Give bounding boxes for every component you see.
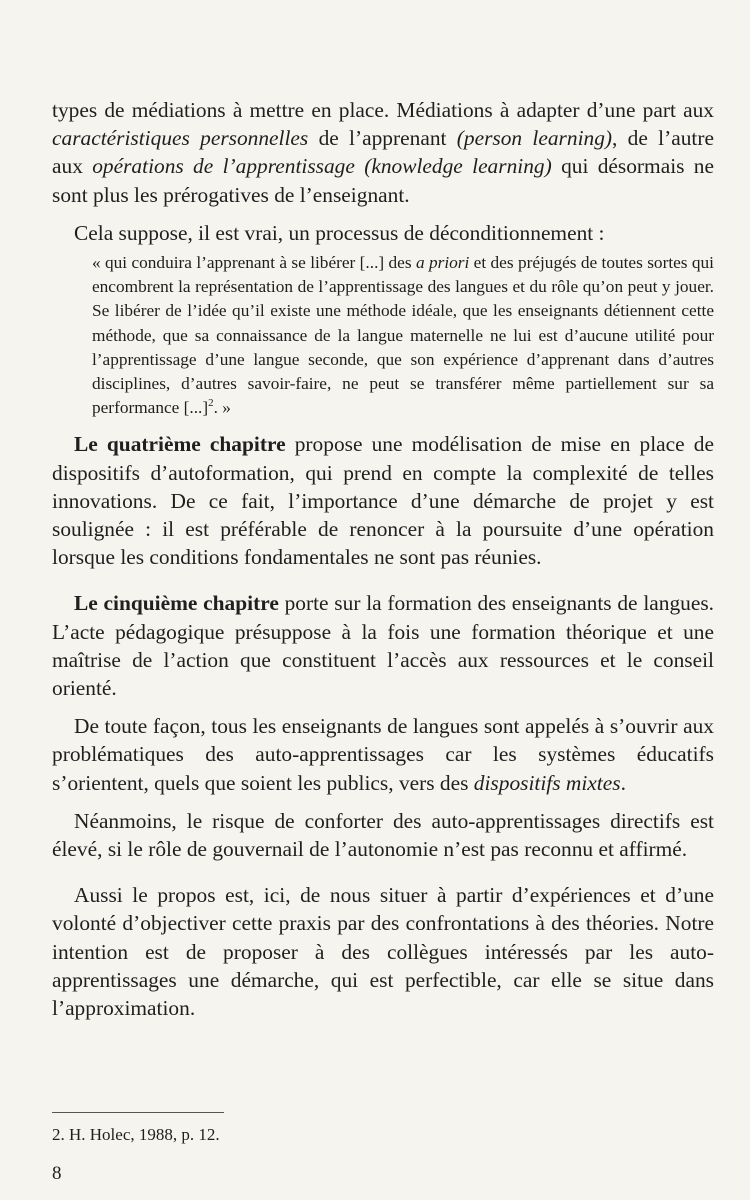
p1-italic-person-learning: (person learning) — [456, 126, 613, 151]
quote-text-d: . » — [213, 398, 231, 418]
chapter-4-heading: Le quatrième chapitre — [74, 432, 286, 457]
quote-text-a: « qui conduira l’apprenant à se libérer [...] des — [92, 253, 416, 273]
paragraph-5 — [52, 712, 714, 797]
p5-text-c: . — [620, 770, 626, 795]
p3-text: propose une modélisation de mise en place de dispositifs d’autoformation, qui prend en compte la complexité de telles innovations. De ce fait, l’importance d’une démarche de projet y est soulignée : il est préférable de renoncer à la poursuite d’une opération lorsque les conditions fondamentales ne sont pas réunies. — [52, 432, 714, 570]
paragraph-7: Aussi le propos est, ici, de nous situer à partir d’expériences et d’une volonté d’objectiver cette praxis par des confrontations à des théories. Notre intention est de proposer à des collègues intéressés par les auto-apprentissages une démarche, qui est perfectible, car elle se situe dans l’approximation. — [52, 883, 714, 1021]
footnote-rule — [52, 1112, 224, 1113]
p5-text-a: De toute façon, tous les enseignants de langues sont appelés à s’ouvrir aux problématiques des auto-apprentissages car les systèmes éducatifs s’orientent, quels que soient les publics, vers des — [52, 714, 714, 795]
quote-text-c: et des préjugés de toutes sortes qui encombrent la représentation de l’apprentissage des langues et du rôle qu’on peut y jouer. Se libérer de l’idée qu’il existe une méthode idéale, que les enseignants détiennent cette méthode, que sa connaissance de la langue maternelle ne lui est d’aucune utilité pour l’apprentissage d’une langue seconde, que son expérience d’apprenant dans d’autres disciplines, d’autres savoir-faire, ne peut se transférer même partiellement sur sa performance [...] — [92, 253, 714, 418]
p4-text: porte sur la formation des enseignants de langues. L’acte pédagogique présuppose à la fois une formation théorique et une maîtrise de l’action que constituent l’accès aux ressources et le conseil orienté. — [52, 591, 715, 701]
p1-text-c: de l’apprenant — [308, 126, 457, 151]
p1-text-g: qui désormais ne sont plus les prérogatives de l’enseignant. — [52, 154, 714, 207]
paragraph-2: Cela suppose, il est vrai, un processus de déconditionnement : — [74, 220, 605, 245]
page-number: 8 — [52, 1163, 62, 1184]
p5-italic-dispositifs-mixtes: dispositifs mixtes — [473, 770, 621, 795]
block-quote — [52, 251, 714, 420]
body-text — [52, 96, 714, 1022]
p1-text-e: , de l’autre aux — [52, 126, 714, 179]
paragraph-4 — [52, 589, 714, 702]
paragraph-6: Néanmoins, le risque de conforter des auto-apprentissages directifs est élevé, si le rôle de gouvernail de l’autonomie n’est pas reconnu et affirmé. — [52, 808, 714, 862]
chapter-5-heading: Le cinquième chapitre — [74, 591, 279, 616]
quote-italic-a-priori: a priori — [415, 253, 470, 273]
footnote: 2. H. Holec, 1988, p. 12. — [52, 1125, 220, 1144]
p1-italic-personal: caractéristiques personnelles — [52, 126, 309, 151]
footnote-reference[interactable]: 2 — [208, 397, 214, 410]
paragraph-1 — [52, 96, 714, 209]
paragraph-3 — [52, 430, 714, 571]
p1-italic-knowledge-learning: opérations de l’apprentissage (knowledge learning) — [92, 154, 552, 179]
p1-text-a: types de médiations à mettre en place. Médiations à adapter d’une part aux — [52, 98, 714, 122]
